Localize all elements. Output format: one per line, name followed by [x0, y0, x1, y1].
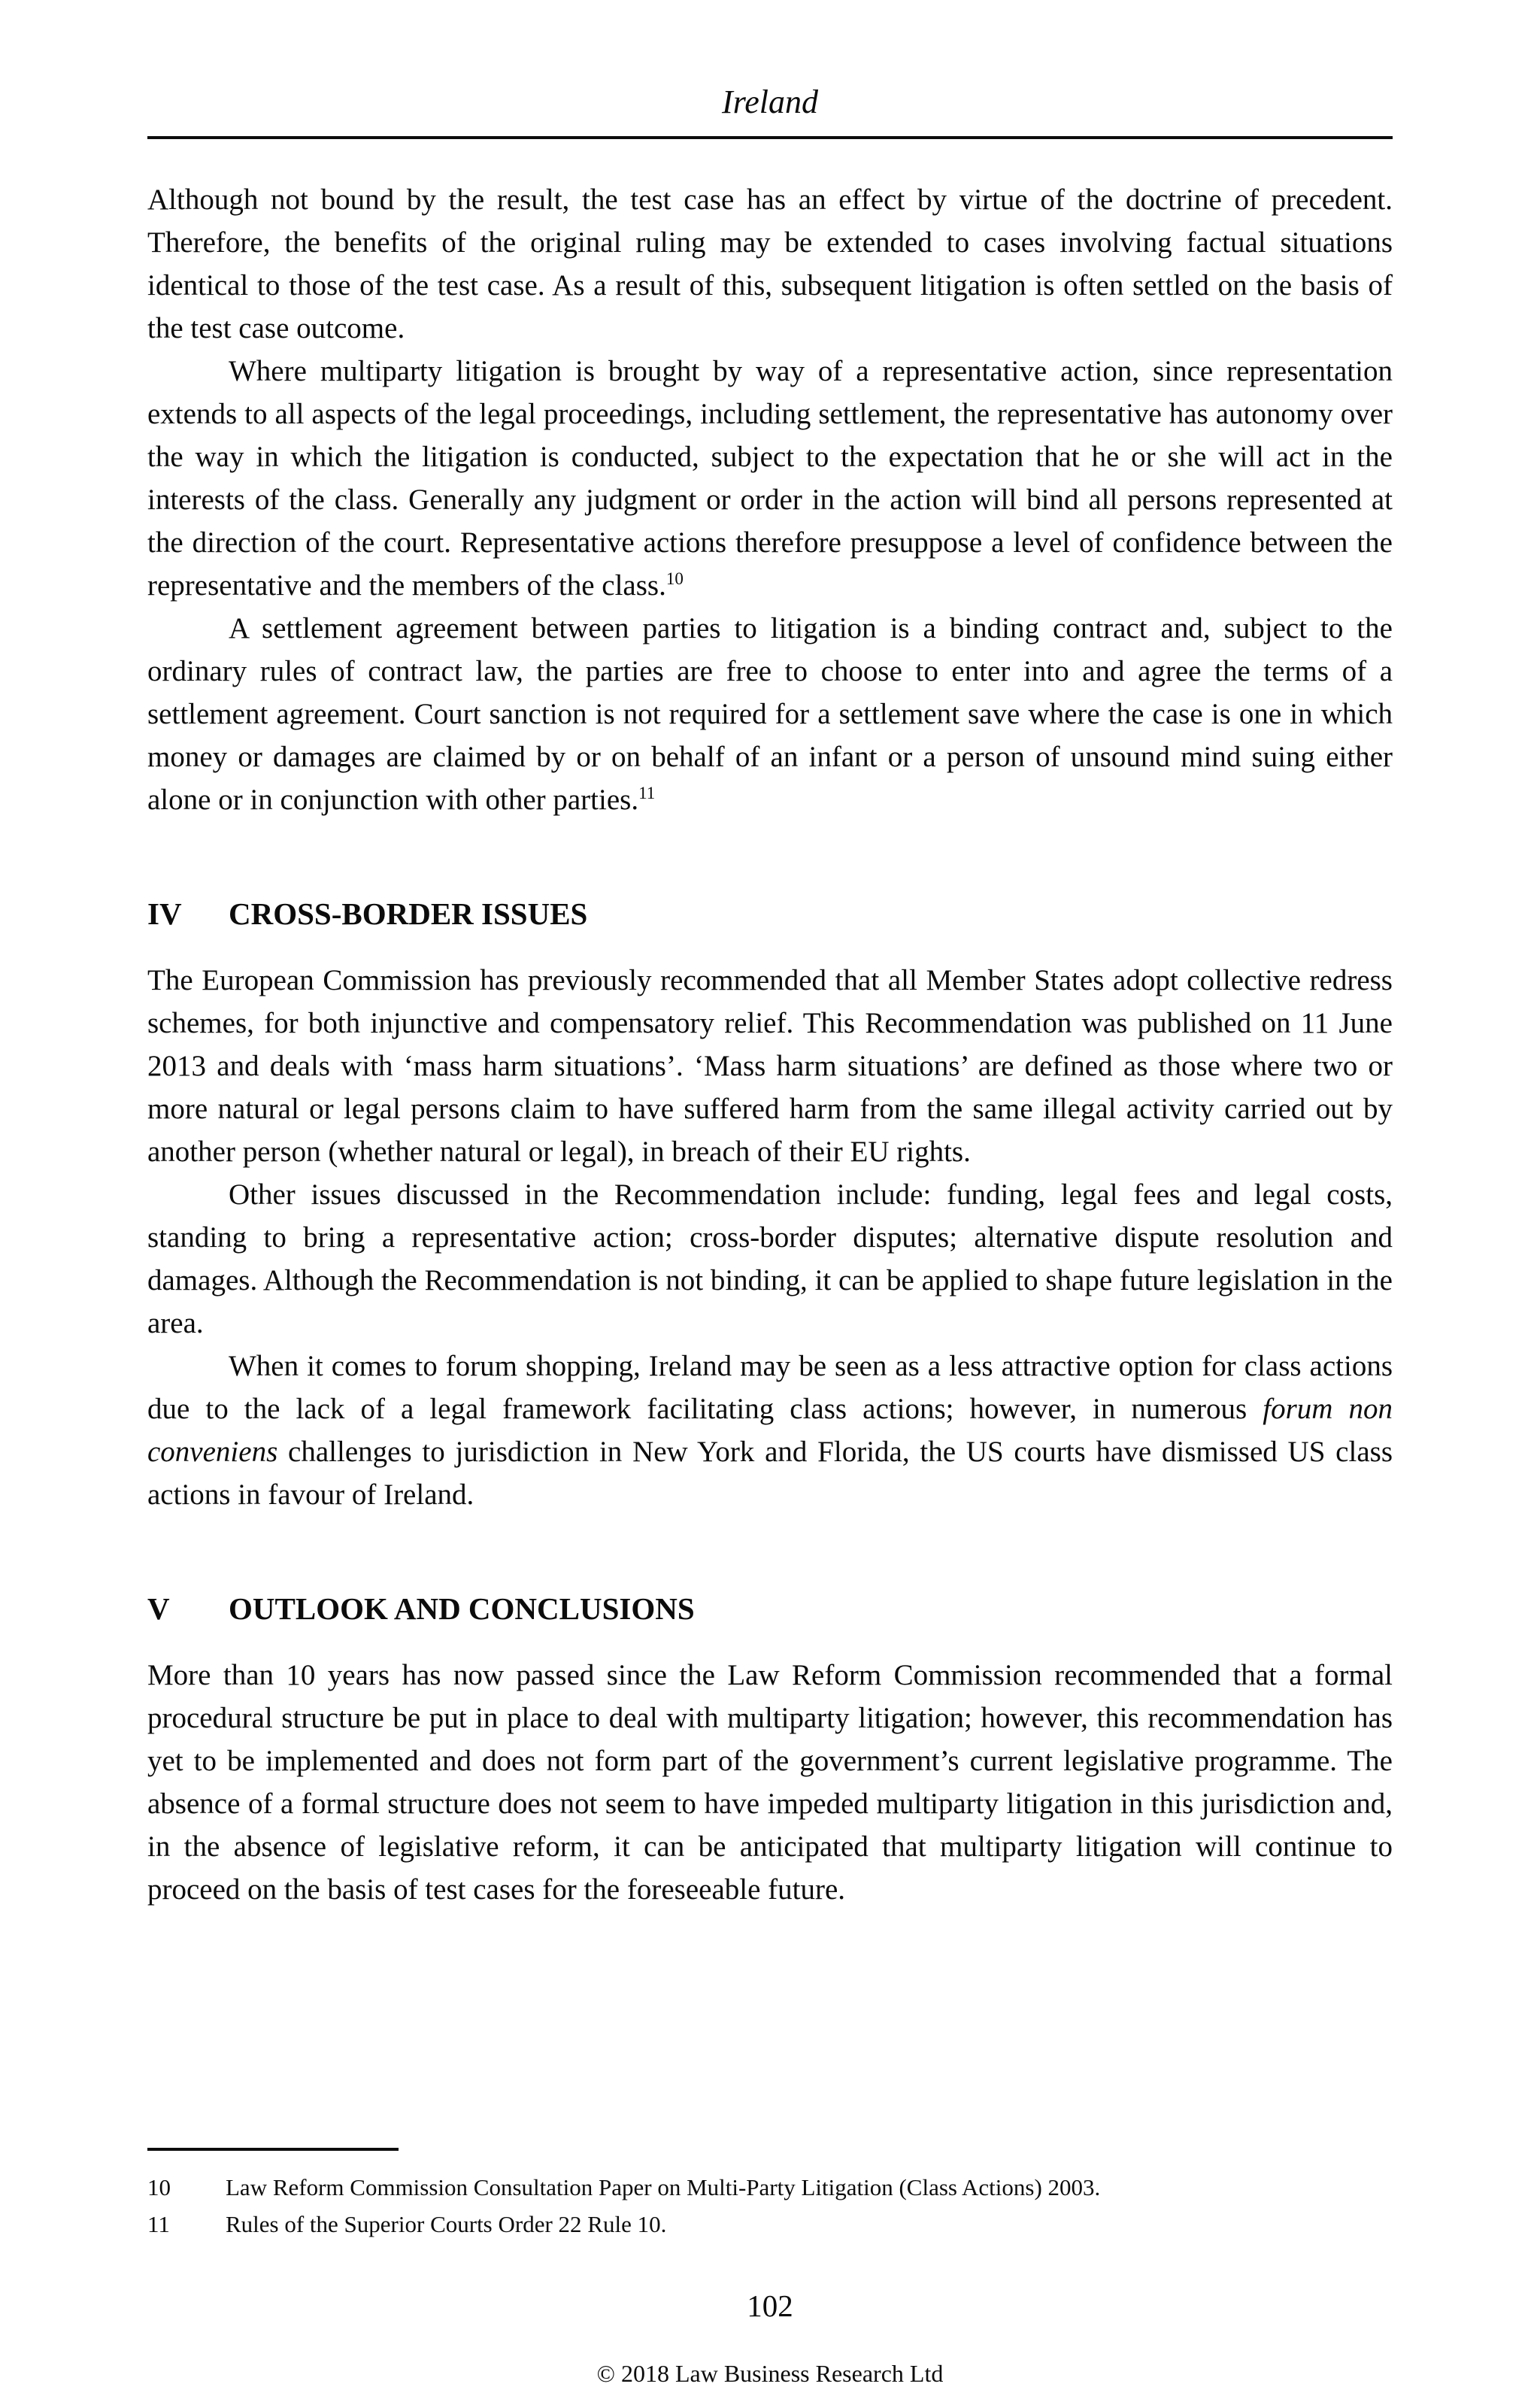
section-heading-outlook-conclusions	[147, 1588, 1393, 1630]
footnote-text: Law Reform Commission Consultation Paper on Multi-Party Litigation (Class Actions) 2003.	[226, 2174, 1101, 2200]
paragraph-text: When it comes to forum shopping, Ireland may be seen as a less attractive option for class actions due to the lack of a legal framework facilitating class actions; however, in numerous	[147, 1349, 1393, 1425]
paragraph-outlook: More than 10 years has now passed since the Law Reform Commission recommended that a formal procedural structure be put in place to deal with multiparty litigation; however, this recommendation has yet to be implemented and does not form part of the government’s current legislative programme. The absence of a formal structure does not seem to have impeded multiparty litigation in this jurisdiction and, in the absence of legislative reform, it can be anticipated that multiparty litigation will continue to proceed on the basis of test cases for the foreseeable future.	[147, 1658, 1393, 1906]
running-header	[147, 0, 1393, 139]
footnote-11	[147, 2206, 1393, 2243]
page-number: 102	[747, 2288, 793, 2323]
copyright-line: © 2018 Law Business Research Ltd	[596, 2360, 944, 2387]
footnote-ref-10: 10	[665, 569, 684, 588]
latin-phrase: forum non conveniens	[147, 1392, 1393, 1468]
section-heading-cross-border-issues	[147, 893, 1393, 936]
footnote-separator-rule	[147, 2148, 399, 2151]
footnote-number: 11	[147, 2211, 170, 2237]
section-title: OUTLOOK AND CONCLUSIONS	[229, 1591, 695, 1626]
page-header-title: Ireland	[722, 83, 818, 120]
paragraph-other-issues: Other issues discussed in the Recommendation include: funding, legal fees and legal costs, standing to bring a representative action; cross-border disputes; alternative dispute resolution and damages. Although the Recommendation is not binding, it can be applied to shape future legislation in the area.	[147, 1178, 1393, 1339]
footnote-10	[147, 2169, 1393, 2206]
paragraph-text: Where multiparty litigation is brought by way of a representative action, since representation extends to all aspects of the legal proceedings, including settlement, the representative has autonomy over the way in which the litigation is conducted, subject to the expectation that he or she will act in the interests of the class. Generally any judgment or order in the action will bind all persons represented at the direction of the court. Representative actions therefore presuppose a level of confidence between the representative and the members of the class.	[147, 354, 1393, 602]
paragraph-text: challenges to jurisdiction in New York and Florida, the US courts have dismissed US class actions in favour of Ireland.	[147, 1435, 1393, 1511]
footnote-number: 10	[147, 2174, 171, 2200]
main-text	[147, 178, 1393, 1911]
paragraph-text: A settlement agreement between parties to litigation is a binding contract and, subject to the ordinary rules of contract law, the parties are free to choose to enter into and agree the terms of a settlement agreement. Court sanction is not required for a settlement save where the case is one in which money or damages are claimed by or on behalf of an infant or a person of unsound mind suing either alone or in conjunction with other parties.	[147, 611, 1393, 816]
header-rule	[147, 136, 1393, 139]
paragraph-representative-action	[147, 350, 1393, 607]
paragraph-ec-recommendation: The European Commission has previously recommended that all Member States adopt collective redress schemes, for both injunctive and compensatory relief. This Recommendation was published on 11 June 2013 and deals with ‘mass harm situations’. ‘Mass harm situations’ are defined as those where two or more natural or legal persons claim to have suffered harm from the same illegal activity carried out by another person (whether natural or legal), in breach of their EU rights.	[147, 963, 1393, 1168]
footnote-ref-11: 11	[638, 783, 656, 802]
footnotes-block	[147, 2148, 1393, 2243]
section-number: IV	[147, 896, 182, 931]
paragraph-forum-shopping	[147, 1345, 1393, 1516]
paragraph-settlement-agreement	[147, 607, 1393, 821]
section-number: V	[147, 1591, 170, 1626]
paragraph-test-case-effect: Although not bound by the result, the test case has an effect by virtue of the doctrine of precedent. Therefore, the benefits of the original ruling may be extended to cases involving factual situations identical to those of the test case. As a result of this, subsequent litigation is often settled on the basis of the test case outcome.	[147, 183, 1393, 344]
footnote-text: Rules of the Superior Courts Order 22 Rule 10.	[226, 2211, 667, 2237]
section-title: CROSS-BORDER ISSUES	[229, 896, 588, 931]
